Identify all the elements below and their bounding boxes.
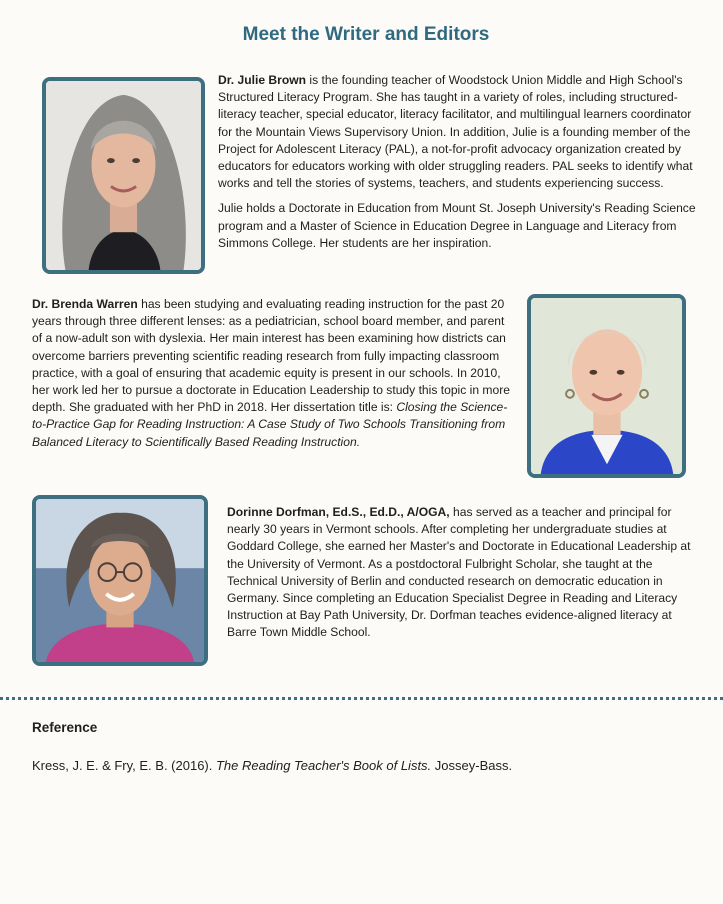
brenda-warren-photo — [527, 294, 686, 478]
reference-authors: Kress, J. E. & Fry, E. B. (2016). — [32, 758, 216, 773]
reference-publisher: Jossey-Bass. — [431, 758, 513, 773]
section-divider — [0, 697, 723, 700]
reference-heading: Reference — [32, 720, 98, 735]
dissertation-title: Closing the Science-to-Practice Gap for Reading Instruction: A Case Study of Two Schools Transitioning from Balanced Literacy to Scientifically Based Reading Instruction. — [32, 400, 508, 449]
bio-julie-brown — [218, 72, 696, 260]
page-title: Meet the Writer and Editors — [242, 24, 490, 45]
bio-brenda-warren — [32, 296, 516, 459]
bio-text: has been studying and evaluating reading instruction for the past 20 years through three different lenses: as a pediatrician, school board member, and parent of a now-adult son with dyslexia. Her main interest has been examining how districts can overcome barriers preventing scientific reading research from fully impacting classroom practice, with a goal of ensuring that academic equity is present in our schools. In 2010, her work led her to pursue a doctorate in Education Leadership to study this topic in more depth. She graduated with her PhD in 2018. Her dissertation title is: — [32, 297, 510, 415]
bio-text: Julie holds a Doctorate in Education from Mount St. Joseph University's Reading Science program and a Master of Science in Education Degree in Language and Literacy from Simmons College. Her students are her inspiration. — [218, 201, 696, 250]
bio-name: Dr. Julie Brown — [218, 73, 307, 87]
bio-name: Dorinne Dorfman, Ed.S., Ed.D., A/OGA, — [227, 505, 450, 519]
bio-text: is the founding teacher of Woodstock Union Middle and High School's Structured Literacy Program. She has taught in a variety of roles, including structured-literacy teacher, special educator, literacy facilitator, and multilingual learners coordinator for the Mountain Views Supervisory Union. In addition, Julie is a founding member of the Project for Adolescent Literacy (PAL), a not-for-profit advocacy organization created by educators for educators working with older struggling readers. PAL seeks to identify what works and tell the stories of systems, teachers, and students experiencing success. — [218, 73, 693, 191]
bio-dorinne-dorfman — [227, 504, 691, 650]
bio-name: Dr. Brenda Warren — [32, 297, 138, 311]
reference-citation — [32, 758, 512, 773]
julie-brown-photo — [42, 77, 205, 274]
dorinne-dorfman-photo — [32, 495, 208, 666]
bio-text: has served as a teacher and principal for nearly 30 years in Vermont schools. After completing her undergraduate studies at Goddard College, she earned her Master's and Doctorate in Educational Leadership at the University of Vermont. As a postdoctoral Fulbright Scholar, she taught at the Technical University of Berlin and conducted research on democratic education in Germany. Since completing an Education Specialist Degree in Reading and Literacy Instruction at Bay Path University, Dr. Dorfman teaches evidence-aligned literacy at Barre Town Middle School. — [227, 505, 691, 640]
reference-book-title: The Reading Teacher's Book of Lists. — [215, 758, 432, 773]
